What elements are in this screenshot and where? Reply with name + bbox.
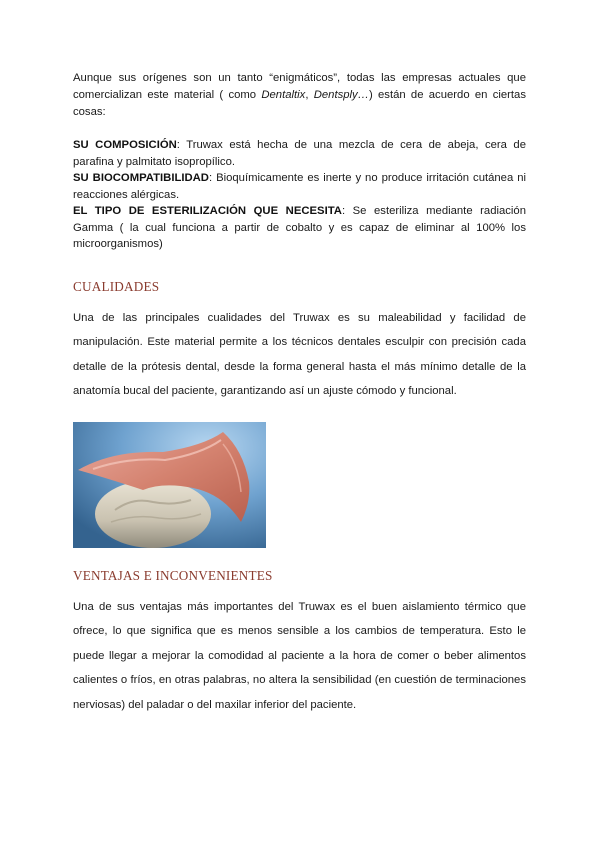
brand-dentsply: Dentsply… <box>313 89 369 101</box>
definition-term: SU BIOCOMPATIBILIDAD <box>73 172 209 184</box>
ventajas-paragraph: Una de sus ventajas más importantes del Truwax es el buen aislamiento térmico que ofrece, lo que significa que es menos sensible a los cambios de temperatura. Esto le puede llegar a mejorar la comodidad al paciente a la hora de comer o beber alimentos calientes o fríos, en otras palabras, no altera la sensibilidad (en cuestión de terminaciones nerviosas) del paladar o del maxilar inferior del paciente. <box>73 600 526 711</box>
definition-term: EL TIPO DE ESTERILIZACIÓN QUE NECESITA <box>73 205 342 217</box>
definition-composicion <box>73 137 526 170</box>
intro-text-after: ) están de acuerdo en ciertas cosas: <box>73 89 526 118</box>
truwax-photo <box>73 422 266 548</box>
brand-dentaltix: Dentaltix <box>261 89 306 101</box>
definition-biocompatibilidad <box>73 170 526 203</box>
definition-esterilizacion <box>73 203 526 253</box>
intro-sep: , <box>305 89 314 101</box>
intro-text-before: Aunque sus orígenes son un tanto “enigmáticos”, todas las empresas actuales que comercializan este material ( como <box>73 72 526 101</box>
plaster-model <box>95 480 211 548</box>
definition-term: SU COMPOSICIÓN <box>73 139 177 151</box>
definition-text: : Se esteriliza mediante radiación Gamma ( la cual funciona a partir de cobalto y es capaz de eliminar al 100% los microorganismos) <box>73 205 527 250</box>
definition-text: : Bioquímicamente es inerte y no produce irritación cutánea ni reacciones alérgicas. <box>73 172 526 201</box>
heading-ventajas: VENTAJAS E INCONVENIENTES <box>73 567 273 583</box>
heading-cualidades: CUALIDADES <box>73 278 160 294</box>
definition-text: : Truwax está hecha de una mezcla de cera de abeja, cera de parafina y palmitato isopropílico. <box>73 139 526 168</box>
truwax-photo-drawing <box>73 422 266 548</box>
definitions-list <box>73 137 526 253</box>
intro-paragraph <box>73 70 526 121</box>
document-page <box>73 70 526 717</box>
cualidades-paragraph: Una de las principales cualidades del Truwax es su maleabilidad y facilidad de manipulación. Este material permite a los técnicos dentales esculpir con precisión cada detalle de la prótesis dental, desde la forma general hasta el más mínimo detalle de la anatomía bucal del paciente, garantizando así un ajuste cómodo y funcional. <box>73 311 526 397</box>
